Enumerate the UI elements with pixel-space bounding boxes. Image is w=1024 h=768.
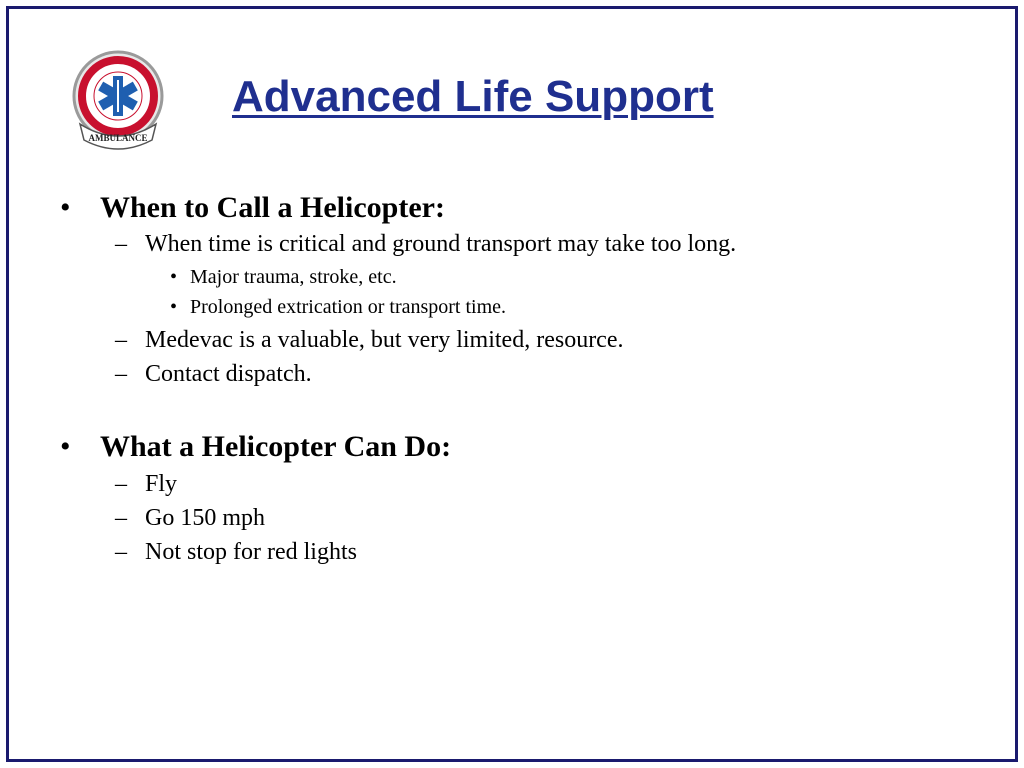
list-item-text: Not stop for red lights <box>145 539 357 565</box>
list-item <box>115 360 312 388</box>
small-bullet-marker: • <box>170 266 178 288</box>
sub-list-item <box>170 265 397 289</box>
sub-list-item <box>170 295 507 319</box>
list-item <box>115 538 357 566</box>
section-heading <box>60 191 445 225</box>
list-item-text: Medevac is a valuable, but very limited, resource. <box>145 327 624 353</box>
sub-list-item-text: Prolonged extrication or transport time. <box>190 296 507 318</box>
section-heading-text: What a Helicopter Can Do: <box>100 430 452 463</box>
list-item <box>115 230 737 258</box>
dash-marker: – <box>115 231 127 257</box>
sub-list-item-text: Major trauma, stroke, etc. <box>190 266 397 288</box>
list-item-text: Contact dispatch. <box>145 361 312 387</box>
list-item <box>115 326 624 354</box>
list-item <box>115 470 178 498</box>
slide-title: Advanced Life Support <box>232 72 714 121</box>
list-item-text: Fly <box>145 471 178 497</box>
section-heading <box>60 430 452 464</box>
list-item-text: Go 150 mph <box>145 505 265 531</box>
dash-marker: – <box>115 327 127 353</box>
list-item <box>115 504 265 532</box>
dash-marker: – <box>115 539 127 565</box>
dash-marker: – <box>115 471 127 497</box>
rpi-ambulance-logo <box>66 50 170 154</box>
section-heading-text: When to Call a Helicopter: <box>100 191 445 224</box>
logo-banner-text: AMBULANCE <box>88 133 148 143</box>
list-item-text: When time is critical and ground transport may take too long. <box>145 231 737 257</box>
bullet-marker: • <box>60 191 71 224</box>
dash-marker: – <box>115 505 127 531</box>
small-bullet-marker: • <box>170 296 178 318</box>
dash-marker: – <box>115 361 127 387</box>
bullet-marker: • <box>60 430 71 463</box>
